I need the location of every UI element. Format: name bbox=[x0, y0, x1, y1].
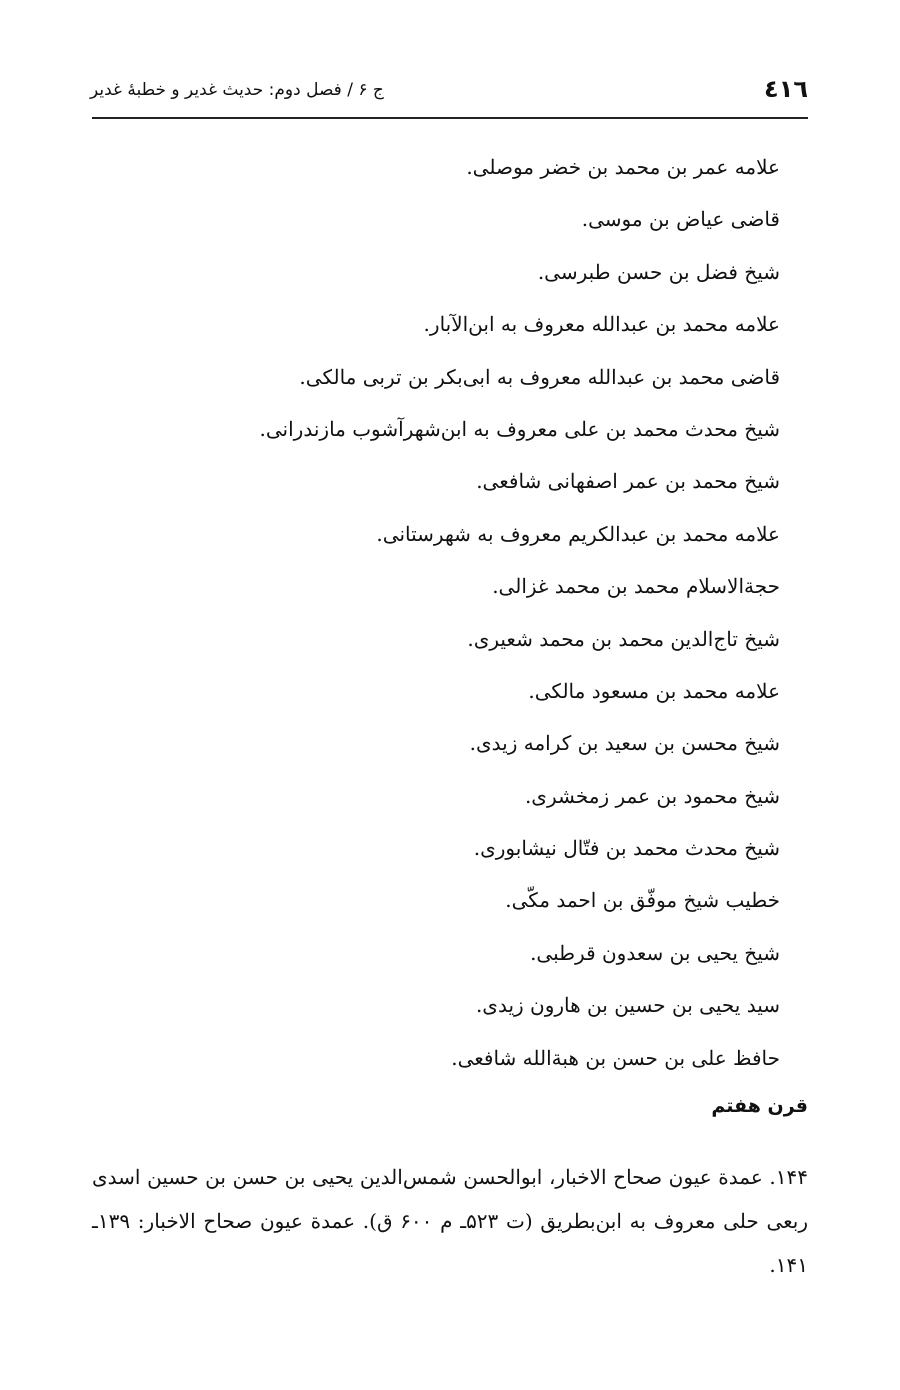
list-item: قاضی محمد بن عبدالله معروف به ابی‌بکر بن تربی مالکی. bbox=[299, 364, 780, 389]
list-item: قاضی عیاض بن موسی. bbox=[581, 207, 780, 232]
list-item: حجةالاسلام محمد بن محمد غزالی. bbox=[492, 574, 780, 599]
list-item: شیخ تاج‌الدین محمد بن محمد شعیری. bbox=[467, 626, 780, 651]
list-item: سید یحیی بن حسین بن هارون زیدی. bbox=[475, 993, 780, 1018]
list-item: علامه محمد بن مسعود مالکی. bbox=[528, 678, 780, 703]
page-header bbox=[90, 64, 808, 114]
running-title: ج ۶ / فصل دوم: حدیث غدیر و خطبهٔ غدیر bbox=[90, 80, 384, 100]
list-item: شیخ فضل بن حسن طبرسی. bbox=[537, 259, 780, 284]
list-item: شیخ محدث محمد بن علی معروف به ابن‌شهرآشوب مازندرانی. bbox=[259, 416, 780, 441]
section-heading: قرن هفتم bbox=[711, 1095, 808, 1117]
list-item: علامه عمر بن محمد بن خضر موصلی. bbox=[466, 155, 780, 179]
entry-paragraph: ۱۴۴. عمدة عیون صحاح الاخبار، ابوالحسن شمس‌الدین یحیی بن حسن بن حسین اسدی ربعی حلی معروف به ابن‌بطریق (ت ۵۲۳ـ م ۶۰۰ ق). عمدة عیون صحاح الاخبار: ۱۳۹ـ ۱۴۱. bbox=[92, 1165, 808, 1277]
list-item: شیخ یحیی بن سعدون قرطبی. bbox=[530, 940, 780, 965]
list-item: علامه محمد بن عبدالکریم معروف به شهرستانی. bbox=[376, 521, 780, 546]
list-item: حافظ علی بن حسن بن هبةالله شافعی. bbox=[451, 1045, 780, 1070]
header-rule bbox=[92, 117, 808, 119]
page-number: ٤١٦ bbox=[764, 75, 808, 103]
list-item: علامه محمد بن عبدالله معروف به ابن‌الآبار. bbox=[423, 312, 780, 337]
list-item: شیخ محدث محمد بن فتّال نیشابوری. bbox=[473, 836, 780, 861]
list-item: خطیب شیخ موفّق بن احمد مکّی. bbox=[505, 888, 780, 913]
scholar-list bbox=[80, 145, 780, 1088]
list-item: شیخ محمد بن عمر اصفهانی شافعی. bbox=[476, 469, 780, 494]
list-item: شیخ محمود بن عمر زمخشری. bbox=[524, 783, 780, 808]
list-item: شیخ محسن بن سعید بن کرامه زیدی. bbox=[469, 731, 780, 756]
